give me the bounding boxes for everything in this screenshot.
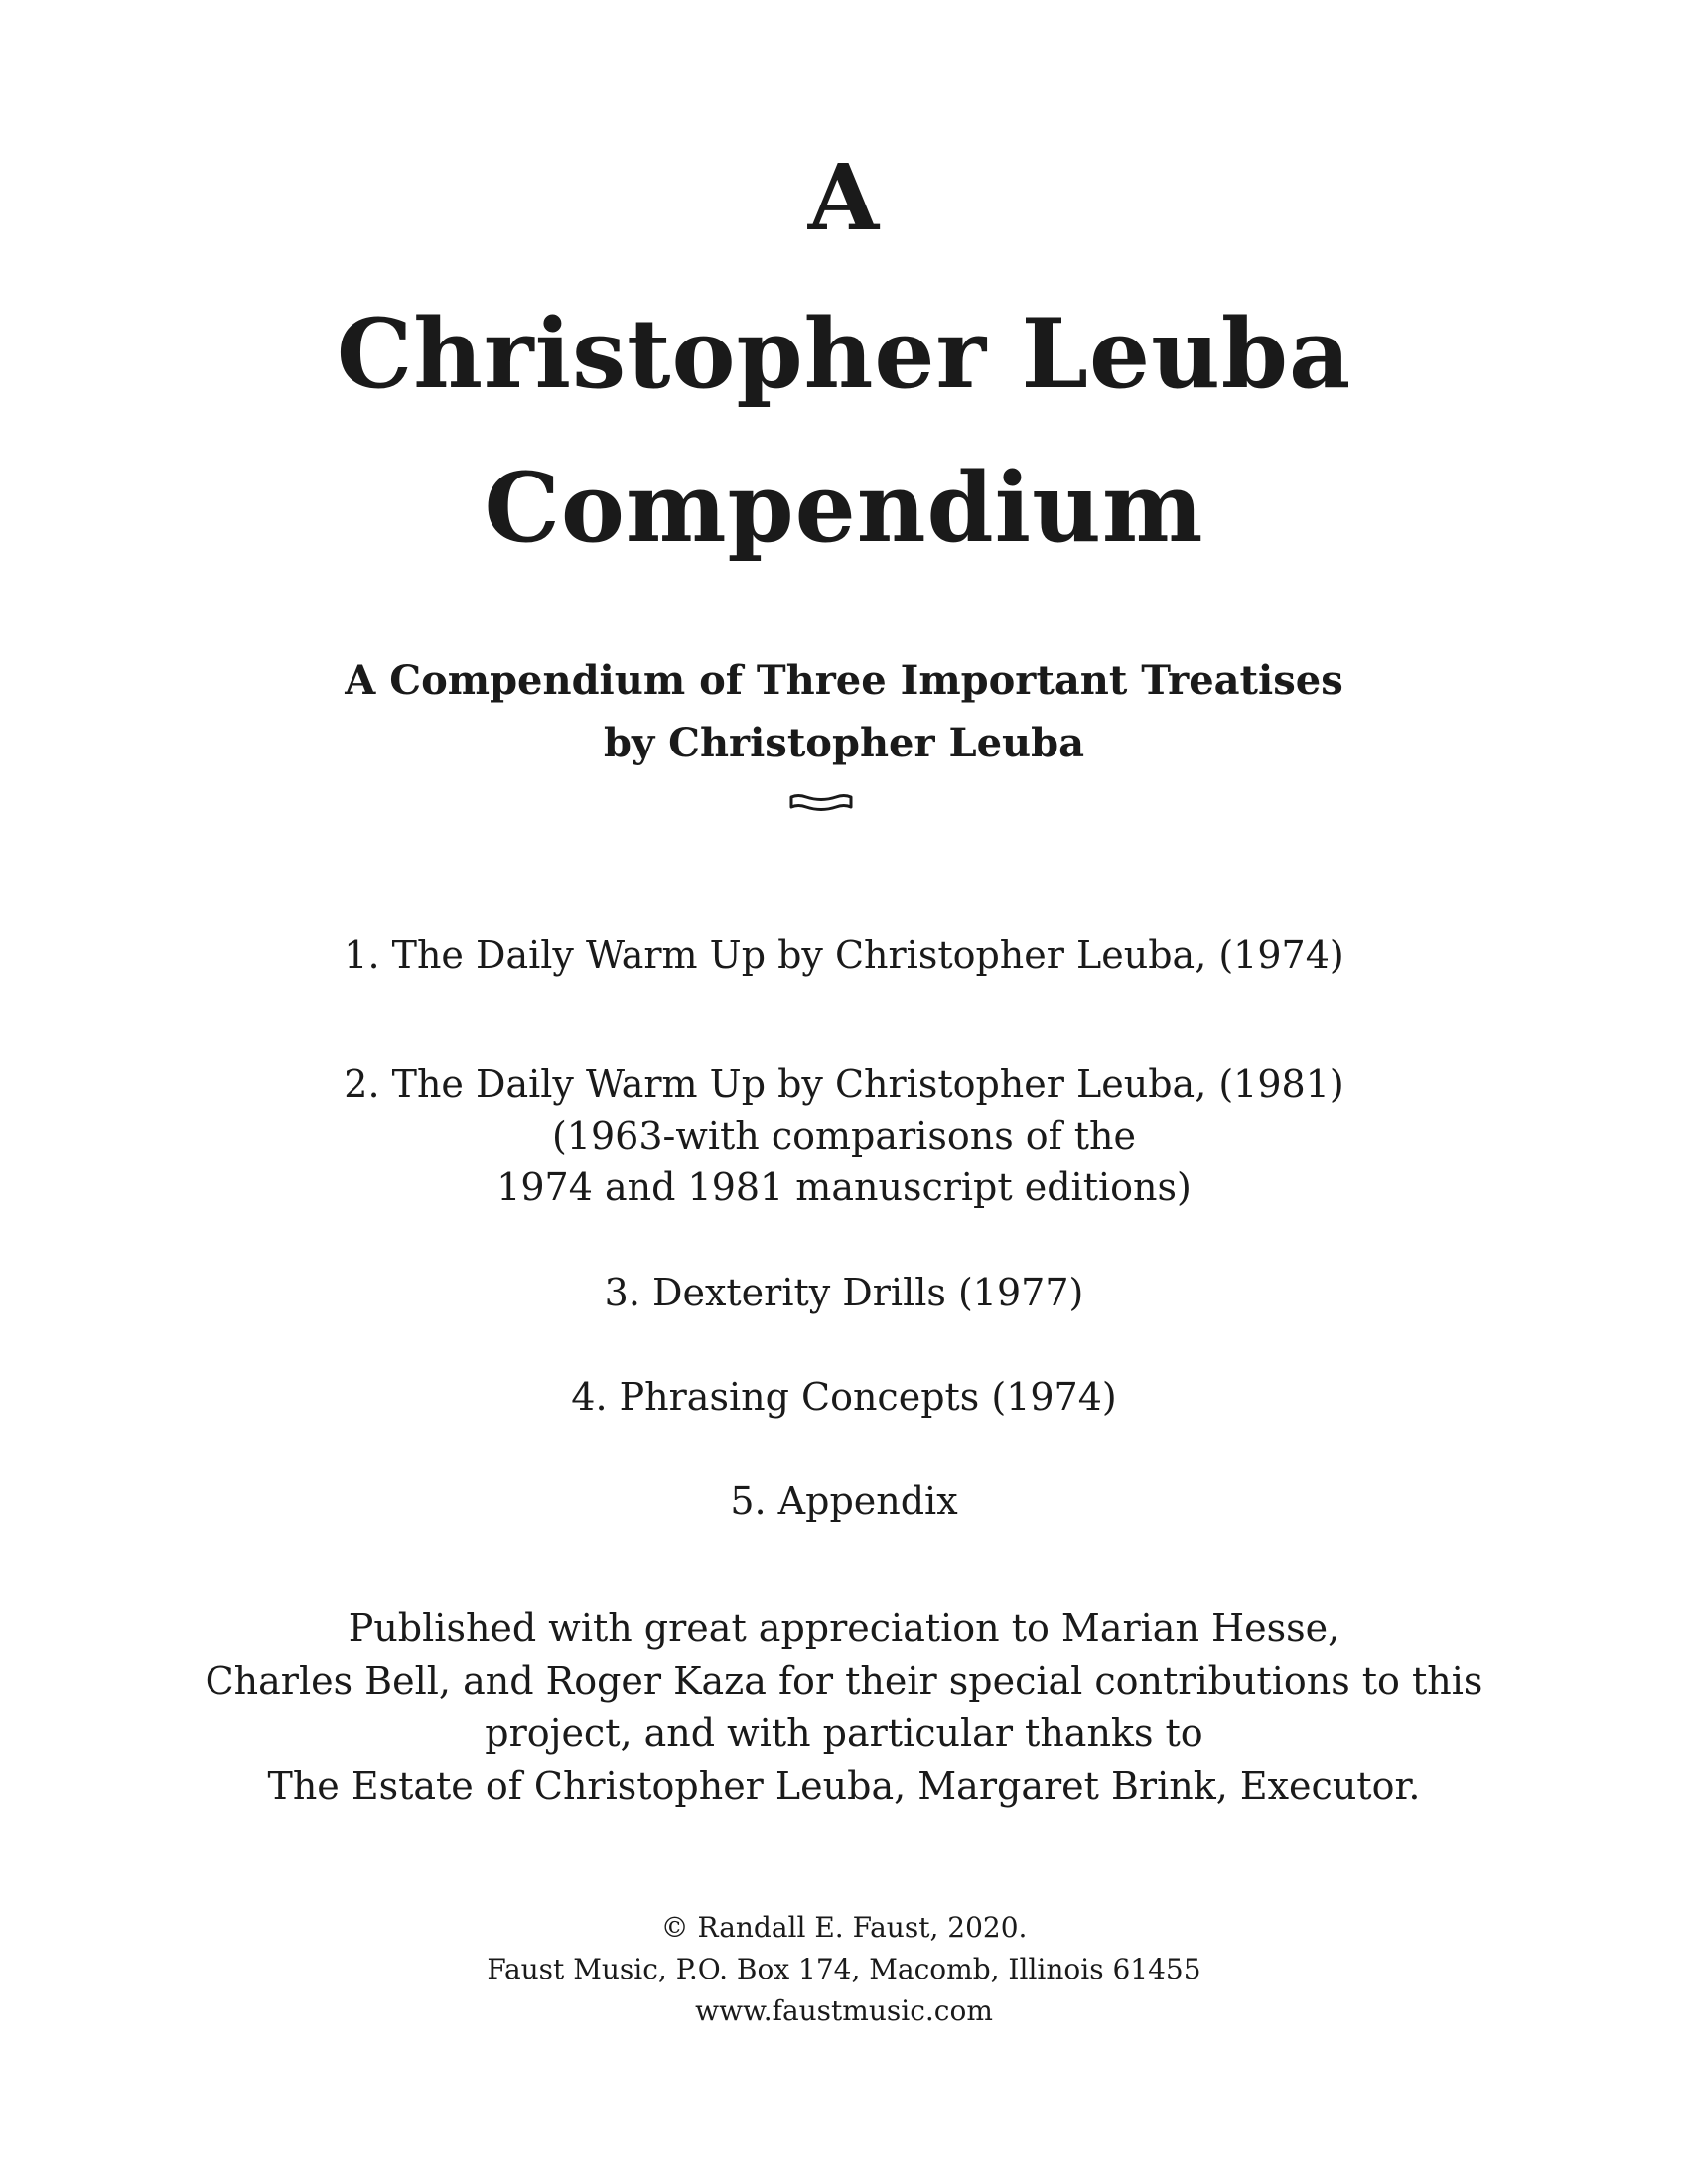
title-line-name: Christopher Leuba bbox=[336, 298, 1352, 410]
contents-item-2-note-1: (1963-with comparisons of the bbox=[551, 1114, 1137, 1158]
publisher-website: www.faustmusic.com bbox=[695, 1994, 993, 2027]
title-line-a: A bbox=[807, 144, 881, 251]
contents-item-3: 3. Dexterity Drills (1977) bbox=[604, 1271, 1084, 1314]
copyright-notice: © Randall E. Faust, 2020. bbox=[660, 1911, 1028, 1944]
contents-item-5: 5. Appendix bbox=[730, 1479, 958, 1523]
contents-item-2: 2. The Daily Warm Up by Christopher Leuba, (1981) bbox=[344, 1062, 1344, 1106]
acknowledgement-line-4: The Estate of Christopher Leuba, Margaret Brink, Executor. bbox=[267, 1764, 1421, 1808]
subtitle-line-2: by Christopher Leuba bbox=[603, 720, 1085, 766]
publisher-address: Faust Music, P.O. Box 174, Macomb, Illinois 61455 bbox=[487, 1953, 1201, 1985]
scroll-ornament-icon bbox=[788, 792, 854, 812]
acknowledgement-line-3: project, and with particular thanks to bbox=[485, 1711, 1203, 1755]
contents-item-2-note-2: 1974 and 1981 manuscript editions) bbox=[496, 1165, 1192, 1209]
contents-item-1: 1. The Daily Warm Up by Christopher Leuba, (1974) bbox=[344, 933, 1344, 977]
subtitle-line-1: A Compendium of Three Important Treatises bbox=[345, 657, 1343, 704]
acknowledgement-line-1: Published with great appreciation to Marian Hesse, bbox=[348, 1606, 1340, 1650]
contents-item-4: 4. Phrasing Concepts (1974) bbox=[571, 1375, 1117, 1419]
acknowledgement-line-2: Charles Bell, and Roger Kaza for their special contributions to this bbox=[205, 1659, 1483, 1703]
title-line-compendium: Compendium bbox=[484, 452, 1204, 564]
